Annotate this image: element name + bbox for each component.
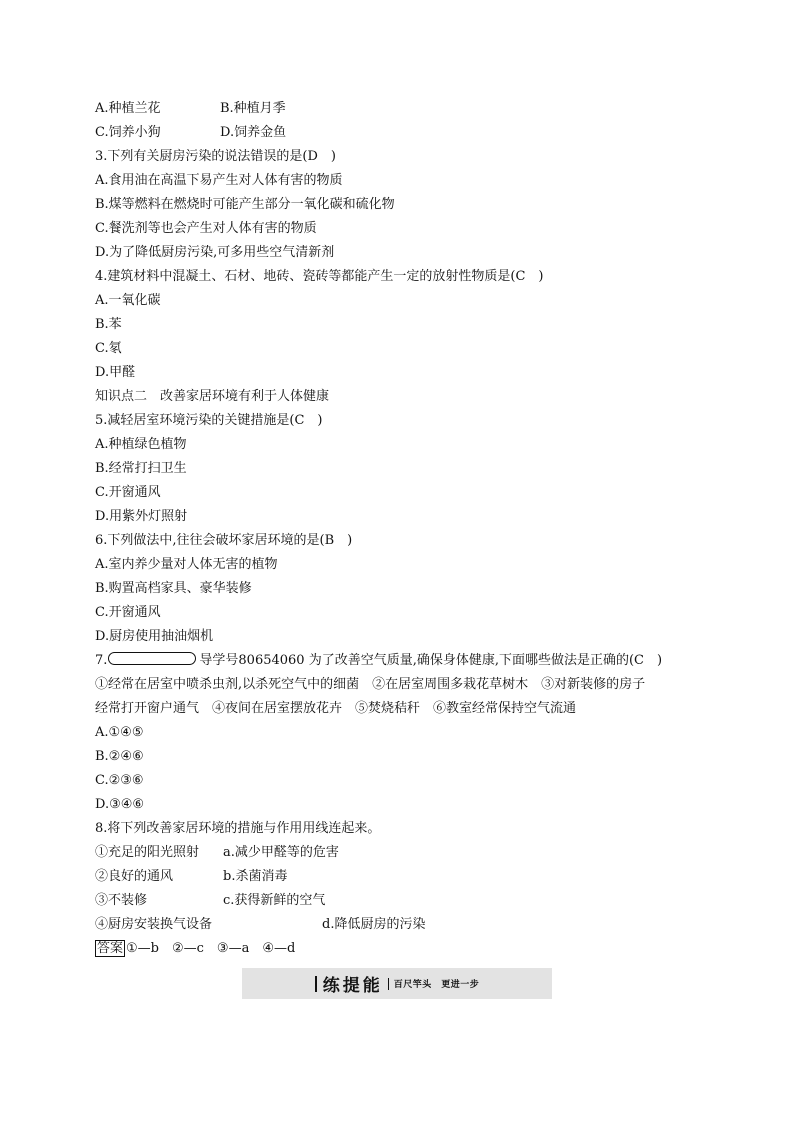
banner-title: 练提能 — [322, 976, 383, 996]
option-d: D.饲养金鱼 — [220, 125, 287, 140]
question-7-statements-2: 经常打开窗户通气 ④夜间在居室摆放花卉 ⑤焚烧秸秆 ⑥教室经常保持空气流通 — [95, 701, 577, 716]
question-3-option-c: C.餐洗剂等也会产生对人体有害的物质 — [95, 221, 317, 236]
matching-row — [95, 913, 715, 937]
question-3-option-b: B.煤等燃料在燃烧时可能产生部分一氧化碳和硫化物 — [95, 197, 395, 212]
measure-2: ②良好的通风 — [95, 869, 174, 884]
banner-subtitle: 百尺竿头 更进一步 — [393, 980, 480, 990]
matching-row — [95, 841, 715, 865]
measure-1: ①充足的阳光照射 — [95, 845, 200, 860]
question-3-option-a: A.食用油在高温下易产生对人体有害的物质 — [95, 173, 343, 188]
answer-text: ①—b ②—c ③—a ④—d — [126, 941, 296, 956]
question-7-option-b: B.②④⑥ — [95, 749, 144, 764]
effect-c: c.获得新鲜的空气 — [223, 893, 326, 908]
worksheet-content — [95, 97, 715, 961]
option-c: C.饲养小狗 — [95, 125, 161, 140]
matching-row — [95, 889, 715, 913]
option-b: B.种植月季 — [220, 101, 286, 116]
question-5-option-c: C.开窗通风 — [95, 485, 161, 500]
question-7-option-c: C.②③⑥ — [95, 773, 144, 788]
question-5-option-b: B.经常打扫卫生 — [95, 461, 187, 476]
question-6-option-d: D.厨房使用抽油烟机 — [95, 629, 214, 644]
answer-label: 答案 — [97, 941, 124, 956]
question-4-option-d: D.甲醛 — [95, 365, 136, 380]
question-6-option-c: C.开窗通风 — [95, 605, 161, 620]
question-7-stem-line — [95, 649, 715, 673]
matching-row — [95, 865, 715, 889]
effect-d: d.降低厨房的污染 — [322, 917, 426, 932]
banner-divider-left — [315, 976, 317, 992]
question-6-option-b: B.购置高档家具、豪华装修 — [95, 581, 252, 596]
question-6-option-a: A.室内养少量对人体无害的植物 — [95, 557, 278, 572]
question-4-option-a: A.一氧化碳 — [95, 293, 161, 308]
question-7-option-d: D.③④⑥ — [95, 797, 145, 812]
answer-line — [95, 937, 715, 961]
option-a: A.种植兰花 — [95, 101, 161, 116]
options-row-cd — [95, 121, 715, 145]
banner-divider-right — [388, 978, 389, 990]
question-8-stem: 8.将下列改善家居环境的措施与作用用线连起来。 — [95, 821, 381, 836]
question-5-stem: 5.减轻居室环境污染的关键措施是(C ) — [95, 413, 323, 428]
question-7-number: 7. — [95, 653, 108, 668]
question-4-option-b: B.苯 — [95, 317, 122, 332]
question-4-option-c: C.氡 — [95, 341, 122, 356]
question-7-stem: 导学号80654060 为了改善空气质量,确保身体健康,下面哪些做法是正确的(C ) — [199, 653, 663, 668]
measure-3: ③不装修 — [95, 893, 148, 908]
question-6-stem: 6.下列做法中,往往会破坏家居环境的是(B ) — [95, 533, 353, 548]
section-banner — [242, 968, 552, 999]
question-5-option-d: D.用紫外灯照射 — [95, 509, 188, 524]
effect-b: b.杀菌消毒 — [223, 869, 288, 884]
section-2-title: 知识点二 改善家居环境有利于人体健康 — [95, 389, 330, 404]
question-7-option-a: A.①④⑤ — [95, 725, 144, 740]
options-row-ab — [95, 97, 715, 121]
question-5-option-a: A.种植绿色植物 — [95, 437, 187, 452]
question-3-stem: 3.下列有关厨房污染的说法错误的是(D ) — [95, 149, 336, 164]
question-7-statements-1: ①经常在居室中喷杀虫剂,以杀死空气中的细菌 ②在居室周围多栽花草树木 ③对新装修的房子 — [95, 677, 646, 692]
measure-4: ④厨房安装换气设备 — [95, 917, 213, 932]
question-3-option-d: D.为了降低厨房污染,可多用些空气清新剂 — [95, 245, 335, 260]
guide-number-pill-icon — [108, 652, 196, 665]
effect-a: a.减少甲醛等的危害 — [223, 845, 339, 860]
question-4-stem: 4.建筑材料中混凝土、石材、地砖、瓷砖等都能产生一定的放射性物质是(C ) — [95, 269, 544, 284]
